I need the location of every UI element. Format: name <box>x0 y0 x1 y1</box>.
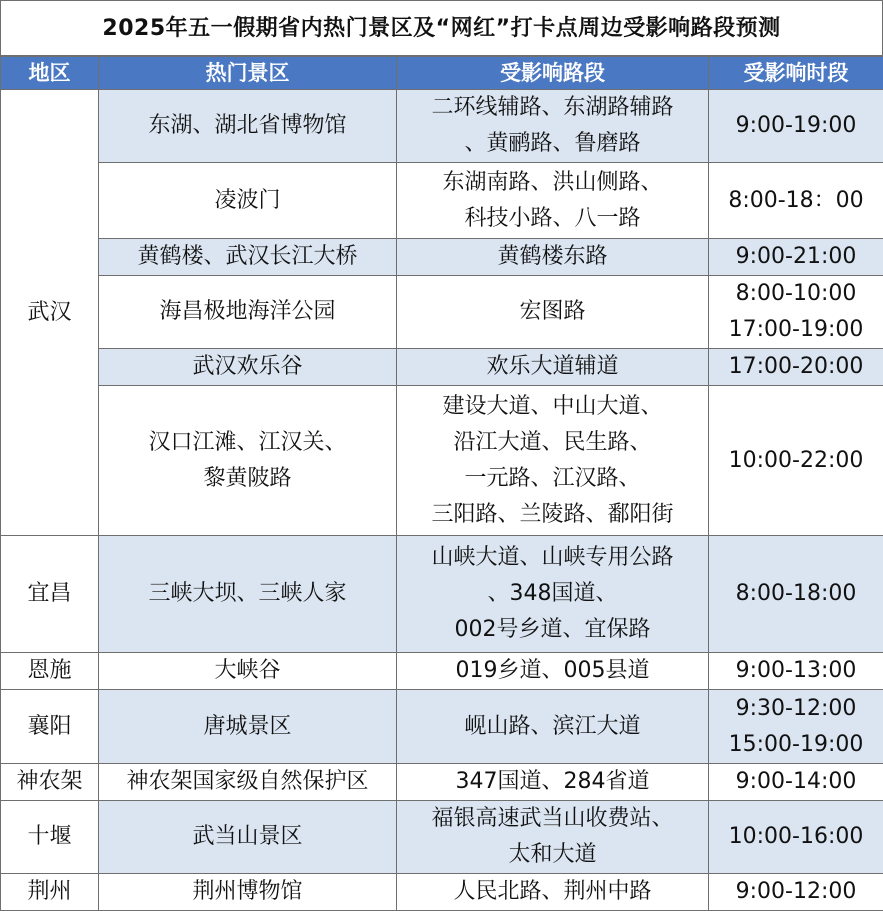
time-cell: 9:30-12:00 15:00-19:00 <box>709 690 883 764</box>
table-row <box>1 653 883 690</box>
table-row <box>1 90 883 163</box>
scenic-cell: 荆州博物馆 <box>99 874 397 911</box>
region-cell: 荆州 <box>1 874 99 911</box>
roads-cell: 宏图路 <box>397 276 709 349</box>
time-cell: 10:00-16:00 <box>709 801 883 874</box>
table-row <box>1 386 883 536</box>
time-cell: 10:00-22:00 <box>709 386 883 536</box>
time-cell: 9:00-14:00 <box>709 764 883 801</box>
header-affected-roads: 受影响路段 <box>397 57 709 90</box>
region-cell: 武汉 <box>1 90 99 536</box>
region-cell: 宜昌 <box>1 536 99 653</box>
header-region: 地区 <box>1 57 99 90</box>
region-cell: 神农架 <box>1 764 99 801</box>
region-cell: 襄阳 <box>1 690 99 764</box>
scenic-cell: 大峡谷 <box>99 653 397 690</box>
scenic-cell: 东湖、湖北省博物馆 <box>99 90 397 163</box>
traffic-table <box>0 56 883 911</box>
table-row <box>1 874 883 911</box>
table-row <box>1 163 883 239</box>
roads-cell: 建设大道、中山大道、 沿江大道、民生路、 一元路、江汉路、 三阳路、兰陵路、鄱阳街 <box>397 386 709 536</box>
roads-cell: 019乡道、005县道 <box>397 653 709 690</box>
time-cell: 8:00-10:00 17:00-19:00 <box>709 276 883 349</box>
time-cell: 9:00-13:00 <box>709 653 883 690</box>
roads-cell: 黄鹤楼东路 <box>397 239 709 276</box>
scenic-cell: 三峡大坝、三峡人家 <box>99 536 397 653</box>
table-row <box>1 276 883 349</box>
time-cell: 17:00-20:00 <box>709 349 883 386</box>
table-row <box>1 801 883 874</box>
time-cell: 9:00-19:00 <box>709 90 883 163</box>
table-header-row <box>1 57 883 90</box>
scenic-cell: 唐城景区 <box>99 690 397 764</box>
scenic-cell: 武汉欢乐谷 <box>99 349 397 386</box>
page-title: 2025年五一假期省内热门景区及“网红”打卡点周边受影响路段预测 <box>0 0 883 56</box>
time-cell: 8:00-18：00 <box>709 163 883 239</box>
roads-cell: 二环线辅路、东湖路辅路 、黄鹂路、鲁磨路 <box>397 90 709 163</box>
scenic-cell: 海昌极地海洋公园 <box>99 276 397 349</box>
header-affected-time: 受影响时段 <box>709 57 883 90</box>
roads-cell: 山峡大道、山峡专用公路 、348国道、 002号乡道、宜保路 <box>397 536 709 653</box>
scenic-cell: 神农架国家级自然保护区 <box>99 764 397 801</box>
roads-cell: 347国道、284省道 <box>397 764 709 801</box>
time-cell: 8:00-18:00 <box>709 536 883 653</box>
roads-cell: 东湖南路、洪山侧路、 科技小路、八一路 <box>397 163 709 239</box>
table-row <box>1 690 883 764</box>
region-cell: 恩施 <box>1 653 99 690</box>
scenic-cell: 武当山景区 <box>99 801 397 874</box>
scenic-cell: 黄鹤楼、武汉长江大桥 <box>99 239 397 276</box>
header-scenic-spot: 热门景区 <box>99 57 397 90</box>
region-cell: 十堰 <box>1 801 99 874</box>
roads-cell: 人民北路、荆州中路 <box>397 874 709 911</box>
table-row <box>1 764 883 801</box>
time-cell: 9:00-21:00 <box>709 239 883 276</box>
time-cell: 9:00-12:00 <box>709 874 883 911</box>
table-row <box>1 239 883 276</box>
table-row <box>1 536 883 653</box>
roads-cell: 岘山路、滨江大道 <box>397 690 709 764</box>
roads-cell: 福银高速武当山收费站、 太和大道 <box>397 801 709 874</box>
table-row <box>1 349 883 386</box>
scenic-cell: 凌波门 <box>99 163 397 239</box>
roads-cell: 欢乐大道辅道 <box>397 349 709 386</box>
scenic-cell: 汉口江滩、江汉关、 黎黄陂路 <box>99 386 397 536</box>
